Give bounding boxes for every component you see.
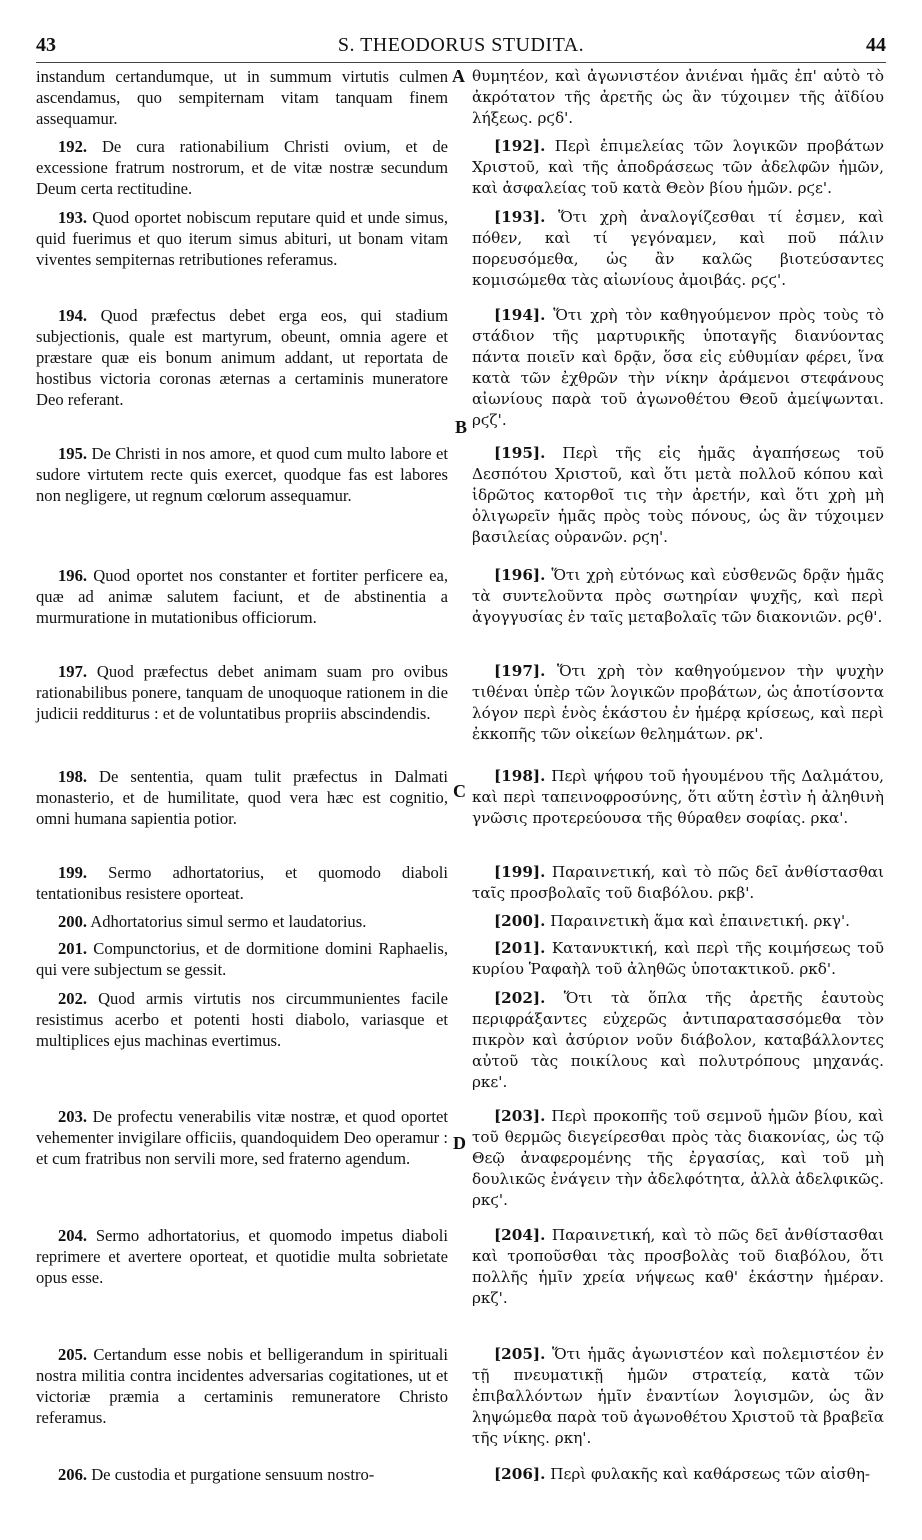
entry-text: Adhortatorius simul sermo et laudatorius.: [90, 912, 367, 931]
greek-entry-195: [472, 443, 884, 548]
page-header: [36, 34, 886, 58]
margin-letter-a: A: [452, 66, 465, 86]
entry-number: [202].: [494, 989, 546, 1007]
entry-text: Παραινετική, καὶ τὸ πῶς δεῖ ἀνθίστασθαι καὶ τροποῦσθαι τὰς προσβολὰς τοῦ διαβόλου, ὅτι πολλῆς ἡμῖν χρεία νήψεως καθ' ἑκάστην ἡμέραν. ρκζ'.: [472, 1226, 885, 1308]
latin-entry-202: [36, 988, 448, 1051]
entry-number: [193].: [494, 208, 546, 226]
latin-entry-203: [36, 1106, 448, 1169]
greek-entry-192: [472, 136, 884, 199]
entry-text: De profectu venerabilis vitæ nostræ, et quod oportet vehementer invigilare officiis, quandoquidem Deo operamur : et cum fratribus non servili more, sed fraterno agendum.: [36, 1107, 448, 1169]
entry-number: [200].: [494, 912, 546, 930]
entry-number: 202.: [58, 989, 88, 1008]
entry-number: [195].: [494, 444, 546, 462]
latin-entry-201: [36, 938, 448, 980]
entry-text: Ὅτι τὰ ὅπλα τῆς ἀρετῆς ἑαυτοὺς περιφράξαντες εὐχερῶς ἀντιπαρατασσόμεθα τὸν πικρὸν καὶ ἀσύριον νοῦν διάβολον, καταβάλλοντες αὐτοῦ τὰς ποικίλους καὶ πολυτρόπους μηχανάς. ρκε'.: [472, 989, 884, 1092]
entry-number: 196.: [58, 566, 88, 585]
margin-letter-c: C: [453, 781, 466, 801]
latin-entry-200: [36, 911, 448, 932]
entry-text: Ὅτι ἡμᾶς ἀγωνιστέον καὶ πολεμιστέον ἐν τῇ πνευματικῇ ἡμῶν στρατείᾳ, κατὰ τῶν ἐπιβαλλόντων ἡμῖν ἐναντίων λογισμῶν, ὡς ἂν ληψώμεθα παρὰ τοῦ ἀγωνοθέτου Χριστοῦ τὰ βραβεῖα τῆς νίκης. ρκη'.: [472, 1345, 885, 1448]
latin-entry-198: [36, 766, 448, 829]
entry-text: Περὶ ἐπιμελείας τῶν λογικῶν προβάτων Χριστοῦ, καὶ τῆς ἀποδράσεως τῶν ἀδελφῶν ἡμῶν, καὶ ἀσφαλείας τοῦ κατὰ Θεὸν βίου ἡμῶν. ρϛε'.: [472, 137, 884, 198]
latin-entry-192: [36, 136, 448, 199]
header-rule: [36, 62, 886, 63]
entry-number: 197.: [58, 662, 88, 681]
greek-entry-199: [472, 862, 884, 904]
entry-number: 203.: [58, 1107, 88, 1126]
latin-entry-193: [36, 207, 448, 270]
entry-text: Quod oportet nobiscum reputare quid et unde simus, quid fuerimus et quo iterum simus abituri, ut bonam vitam viventes sempiternas retributiones referamus.: [36, 208, 448, 270]
entry-number: 205.: [58, 1345, 88, 1364]
entry-number: 201.: [58, 939, 88, 958]
entry-text: Κατανυκτική, καὶ περὶ τῆς κοιμήσεως τοῦ κυρίου Ῥαφαὴλ τοῦ ἀληθῶς ὑποτακτικοῦ. ρκδ'.: [472, 939, 884, 979]
entry-number: [192].: [494, 137, 546, 155]
greek-entry-193: [472, 207, 884, 291]
entry-number: [201].: [494, 939, 546, 957]
entry-text: Sermo adhortatorius, et quomodo diaboli tentationibus resistere oporteat.: [36, 863, 449, 904]
entry-number: 200.: [58, 912, 88, 931]
latin-entry-206: [36, 1464, 448, 1485]
entry-text: Ὅτι χρὴ τὸν καθηγούμενον πρὸς τοὺς τὸ στάδιον τῆς μαρτυρικῆς ὑποταγῆς διανύοντας πάντα ποιεῖν καὶ δρᾷν, ὅσα εἰς εὐθυμίαν φέρει, ἵνα κατὰ τῶν ἐχθρῶν τὴν νίκην ἀράμενοι στεφάνους αἰωνίους παρὰ τοῦ ἀγωνοθέτου Θεοῦ ἀμείψωνται. ρϛζ'.: [472, 306, 884, 430]
entry-number: 195.: [58, 444, 88, 463]
latin-entry-196: [36, 565, 448, 628]
greek-entry-204: [472, 1225, 884, 1309]
greek-entry-196: [472, 565, 884, 628]
entry-text: De sententia, quam tulit præfectus in Dalmati monasterio, et de humilitate, quod vera hæc est cognitio, omni humana sapientia potior.: [36, 767, 448, 829]
greek-entry-205: [472, 1344, 884, 1449]
entry-number: [194].: [494, 306, 546, 324]
entry-number: 192.: [58, 137, 88, 156]
latin-entry-197: [36, 661, 448, 724]
entry-number: [198].: [494, 767, 546, 785]
entry-text: Ὅτι χρὴ ἀναλογίζεσθαι τί ἐσμεν, καὶ πόθεν, καὶ τί γεγόναμεν, καὶ ποῦ πάλιν πορευσόμεθα, ὡς ἂν καλῶς βιοτεύσαντες κομισώμεθα τὰς αἰωνίους ἀμοιβάς. ρϛϛ'.: [472, 208, 885, 290]
entry-text: Quod armis virtutis nos circummunientes facile resistimus acerbo et potenti hosti diabolo, variasque et multiplices ejus machinas evertimus.: [36, 989, 449, 1051]
entry-number: 198.: [58, 767, 88, 786]
entry-text: De cura rationabilium Christi ovium, et de excessione fratrum nostrorum, et de vitæ nostræ secundum Deum certa rectitudine.: [36, 137, 448, 199]
greek-entry-203: [472, 1106, 884, 1211]
entry-number: 194.: [58, 306, 88, 325]
entry-text: Quod præfectus debet animam suam pro ovibus rationabilibus ponere, tanquam de unoquoque rationem in die judicii redditurus : et de voluntatibus propriis abscindendis.: [36, 662, 448, 724]
greek-entry-198: [472, 766, 884, 829]
entry-text: De custodia et purgatione sensuum nostro-: [91, 1465, 375, 1484]
margin-letter-d: D: [453, 1133, 466, 1153]
latin-entry-continued: [36, 66, 448, 129]
greek-entry-206: [472, 1464, 884, 1485]
entry-number: [205].: [494, 1345, 546, 1363]
greek-entry-200: [472, 911, 884, 932]
entry-number: [196].: [494, 566, 546, 584]
entry-text: Περὶ φυλακῆς καὶ καθάρσεως τῶν αἰσθη-: [550, 1465, 871, 1483]
entry-number: [204].: [494, 1226, 546, 1244]
latin-entry-194: [36, 305, 448, 410]
latin-entry-205: [36, 1344, 448, 1428]
entry-text: Certandum esse nobis et belligerandum in spirituali nostra militia contra incidentes adversarias cogitationes, ut et victoriæ præmia a certaminis remuneratore Christo referamus.: [36, 1345, 448, 1428]
entry-text: Περὶ προκοπῆς τοῦ σεμνοῦ ἡμῶν βίου, καὶ τοῦ θερμῶς διεγείρεσθαι πρὸς τὰς διακονίας, ὡς τῷ Θεῷ ἀναφερομένης τῆς ἐργασίας, καὶ τοῦ μὴ δουλικῶς ἐνάγειν τὴν ἀδελφότητα, ἀλλὰ ἀδελφικῶς. ρκϛ'.: [472, 1107, 884, 1210]
entry-text: Ὅτι χρὴ εὐτόνως καὶ εὐσθενῶς δρᾷν ἡμᾶς τὰ συντελοῦντα πρὸς σωτηρίαν ψυχῆς, καὶ περὶ ἀγογγυσίας ἐν ταῖς μεταβολαῖς τῶν διακονιῶν. ρϛθ'.: [472, 566, 885, 627]
greek-entry-202: [472, 988, 884, 1093]
left-page-number: 43: [36, 34, 56, 56]
entry-number: 193.: [58, 208, 88, 227]
margin-letter-b: B: [455, 417, 468, 437]
latin-entry-199: [36, 862, 448, 904]
entry-number: 199.: [58, 863, 88, 882]
entry-number: [199].: [494, 863, 546, 881]
entry-text: Ὅτι χρὴ τὸν καθηγούμενον τὴν ψυχὴν τιθέναι ὑπὲρ τῶν λογικῶν προβάτων, ὡς ἀποτίσοντα λόγον περὶ ἑνὸς ἑκάστου ἐν ἡμέρᾳ κρίσεως, καὶ περὶ ἐκκοπῆς τῶν οἰκείων θελημάτων. ρκ'.: [472, 662, 884, 744]
entry-text: θυμητέον, καὶ ἀγωνιστέον ἀνιέναι ἡμᾶς ἐπ' αὐτὸ τὸ ἀκρότατον τῆς ἀρετῆς ὡς ἂν τύχοιμεν τῆς ἀϊδίου λήξεως. ρϛδ'.: [472, 67, 884, 128]
entry-text: Περὶ τῆς εἰς ἡμᾶς ἀγαπήσεως τοῦ Δεσπότου Χριστοῦ, καὶ ὅτι μετὰ πολλοῦ κόπου καὶ ἱδρῶτος κατορθοῖ τις τὴν ἀρετήν, καὶ ὅτι χρὴ μὴ ὀλιγωρεῖν ἡμᾶς πρὸς τοὺς πόνους, ὡς ἂν τύχοιμεν βασιλείας οὐρανῶν. ρϛη'.: [472, 444, 884, 547]
right-page-number: 44: [866, 34, 886, 56]
entry-number: [203].: [494, 1107, 546, 1125]
latin-entry-195: [36, 443, 448, 506]
entry-text: Quod præfectus debet erga eos, qui stadium subjectionis, quale est martyrum, obeunt, omnia agere et præstare quæ eis bonum animum addant, ut reportata de hostibus victoria coronas æternas a certaminis muneratore Deo referant.: [36, 306, 448, 410]
entry-text: Sermo adhortatorius, et quomodo impetus diaboli reprimere et avertere oporteat, et quotidie multa sobrietate opus esse.: [36, 1226, 448, 1288]
greek-entry-continued: [472, 66, 884, 129]
entry-text: De Christi in nos amore, et quod cum multo labore et sudore virtutem recte quis exercet, quodque fas est labores non negligere, ut regnum cœlorum assequamur.: [36, 444, 448, 506]
entry-number: [206].: [494, 1465, 546, 1483]
entry-text: Παραινετικὴ ἅμα καὶ ἐπαινετική. ρκγ'.: [550, 912, 851, 930]
entry-number: [197].: [494, 662, 546, 680]
entry-text: instandum certandumque, ut in summum virtutis culmen ascendamus, quo sempiternam vitam tanquam finem assequamur.: [36, 67, 448, 129]
entry-text: Compunctorius, et de dormitione domini Raphaelis, qui vere subjectum se gessit.: [36, 939, 448, 980]
entry-text: Περὶ ψήφου τοῦ ἡγουμένου τῆς Δαλμάτου, καὶ περὶ ταπεινοφροσύνης, ὅτι αὕτη ἐστὶν ἡ ἀληθινὴ γνῶσις προτερεύουσα τῆς θύραθεν σοφίας. ρκα'.: [472, 767, 884, 828]
greek-entry-197: [472, 661, 884, 745]
greek-entry-201: [472, 938, 884, 980]
latin-entry-204: [36, 1225, 448, 1288]
entry-number: 206.: [58, 1465, 88, 1484]
entry-text: Quod oportet nos constanter et fortiter perficere ea, quæ ad animæ salutem faciunt, et de abstinentia a murmuratione in mutationibus officiorum.: [36, 566, 448, 628]
entry-text: Παραινετική, καὶ τὸ πῶς δεῖ ἀνθίστασθαι ταῖς προσβολαῖς τοῦ διαβόλου. ρκβ'.: [472, 863, 885, 903]
running-title: S. THEODORUS STUDITA.: [337, 34, 585, 56]
entry-number: 204.: [58, 1226, 88, 1245]
greek-entry-194: [472, 305, 884, 432]
